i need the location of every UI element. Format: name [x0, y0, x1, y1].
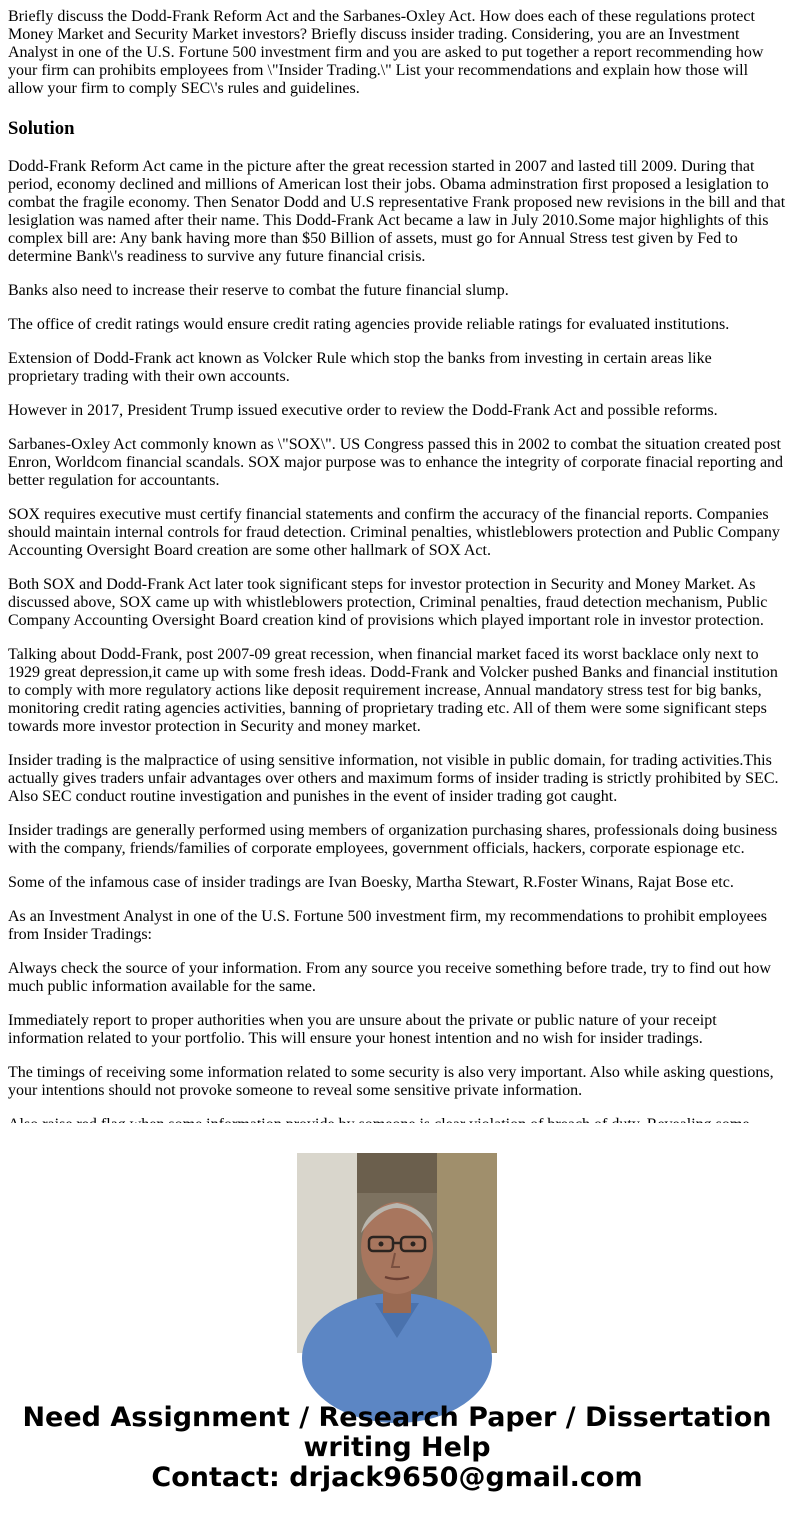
- solution-paragraph: Extension of Dodd-Frank act known as Volcker Rule which stop the banks from investing in certain areas like proprietary trading with their own accounts.: [8, 350, 712, 385]
- promo-text: [0, 1403, 794, 1493]
- solution-paragraph: Sarbanes-Oxley Act commonly known as \"SOX\". US Congress passed this in 2002 to combat the situation created post Enron, Worldcom financial scandals. SOX major purpose was to enhance the integrity of corporate finacial reporting and better regulation for accountants.: [8, 436, 784, 489]
- solution-paragraph: Some of the infamous case of insider tradings are Ivan Boesky, Martha Stewart, R.Foster Winans, Rajat Bose etc.: [8, 874, 734, 891]
- solution-paragraph: Both SOX and Dodd-Frank Act later took significant steps for investor protection in Security and Money Market. As discussed above, SOX came up with whistleblowers protection, Criminal penalties, fraud detection mechanism, Public Company Accounting Oversight Board creation kind of provisions which played important role in investor protection.: [8, 576, 768, 629]
- solution-paragraph: Immediately report to proper authorities when you are unsure about the private or public nature of your receipt information related to your portfolio. This will ensure your honest intention and no wish for insider tradings.: [8, 1012, 717, 1047]
- solution-paragraph: Insider trading is the malpractice of using sensitive information, not visible in public domain, for trading activities.This actually gives traders unfair advantages over others and maximum forms of insider trading is strictly prohibited by SEC. Also SEC conduct routine investigation and punishes in the event of insider trading got caught.: [8, 752, 779, 805]
- solution-paragraph: Always check the source of your information. From any source you receive something before trade, try to find out how much public information available for the same.: [8, 960, 771, 995]
- solution-paragraph: Insider tradings are generally performed using members of organization purchasing shares, professionals doing business with the company, friends/families of corporate employees, government officials, hackers, corporate espionage etc.: [8, 822, 778, 857]
- promo-line-2: writing Help: [303, 1432, 491, 1463]
- solution-paragraph: The timings of receiving some information related to some security is also very important. Also while asking questions, your intentions should not provoke someone to reveal some sensitive private information.: [8, 1064, 774, 1099]
- solution-paragraph: SOX requires executive must certify financial statements and confirm the accuracy of the financial reports. Companies should maintain internal controls for fraud detection. Criminal penalties, whistleblowers protection and Public Company Accounting Oversight Board creation are some other hallmark of SOX Act.: [8, 506, 780, 559]
- solution-paragraph: Talking about Dodd-Frank, post 2007-09 great recession, when financial market faced its worst backlace only next to 1929 great depression,it came up with some fresh ideas. Dodd-Frank and Volcker pushed Banks and financial institution to comply with more regulatory actions like deposit requirement increase, Annual mandatory stress test for big banks, monitoring credit rating agencies activities, banning of proprietary trading etc. All of them were some significant steps towards more investor protection in Security and money market.: [8, 646, 778, 735]
- question-text: Briefly discuss the Dodd-Frank Reform Act and the Sarbanes-Oxley Act. How does each of these regulations protect Money Market and Security Market investors? Briefly discuss insider trading. Considering, you are an Investment Analyst in one of the U.S. Fortune 500 investment firm and you are asked to put together a report recommending how your firm can prohibits employees from \"Insider Trading.\" List your recommendations and explain how those will allow your firm to comply SEC\'s rules and guidelines.: [8, 8, 764, 97]
- article-body: [8, 0, 786, 1123]
- promo-line-1: Need Assignment / Research Paper / Dissertation: [22, 1402, 772, 1433]
- promo-contact-line: Contact: drjack9650@gmail.com: [151, 1462, 643, 1493]
- solution-paragraph: As an Investment Analyst in one of the U.S. Fortune 500 investment firm, my recommendations to prohibit employees from Insider Tradings:: [8, 908, 767, 943]
- solution-paragraph: Dodd-Frank Reform Act came in the picture after the great recession started in 2007 and lasted till 2009. During that period, economy declined and millions of American lost their jobs. Obama adminstration first proposed a lesiglation to combat the fragile economy. Then Senator Dodd and U.S representative Frank proposed new revisions in the bill and that lesiglation was named after their name. This Dodd-Frank Act became a law in July 2010.Some major highlights of this complex bill are: Any bank having more than $50 Billion of assets, must go for Annual Stress test given by Fed to determine Bank\'s readiness to survive any future financial crisis.: [8, 158, 786, 265]
- author-portrait-image: [297, 1153, 497, 1353]
- solution-paragraph: Banks also need to increase their reserve to combat the future financial slump.: [8, 282, 509, 299]
- solution-heading: Solution: [8, 118, 75, 139]
- solution-paragraph: However in 2017, President Trump issued executive order to review the Dodd-Frank Act and possible reforms.: [8, 402, 718, 419]
- author-avatar: [297, 1153, 497, 1353]
- promo-footer: [0, 1123, 794, 1523]
- solution-paragraph: The office of credit ratings would ensure credit rating agencies provide reliable ratings for evaluated institutions.: [8, 316, 730, 333]
